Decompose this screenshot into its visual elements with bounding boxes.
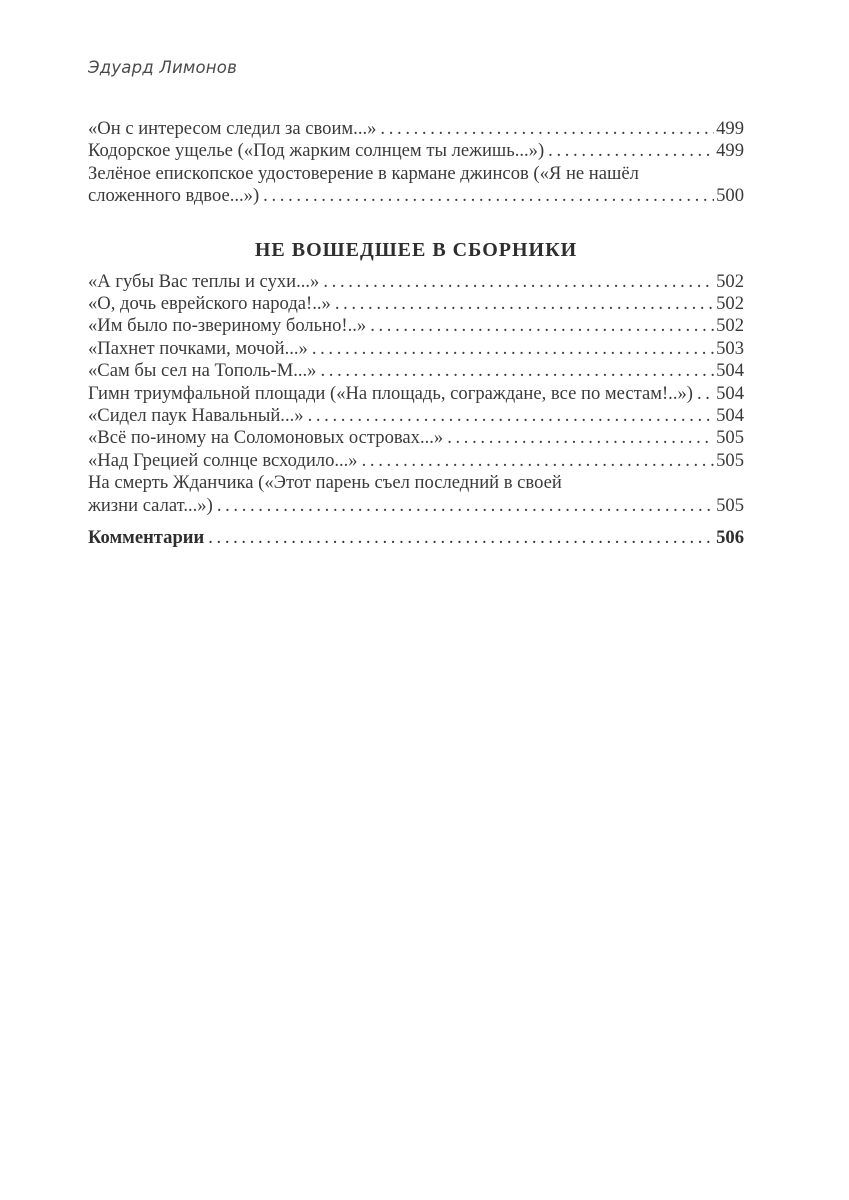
toc-page-number: 505	[716, 427, 744, 449]
toc-entry-text: Зелёное епископское удостоверение в кармане джинсов («Я не нашёл	[88, 162, 639, 184]
dot-leader	[208, 527, 714, 549]
toc-page-number: 506	[716, 527, 744, 549]
toc-entry-row	[88, 118, 744, 140]
toc-page-number: 503	[716, 337, 744, 359]
toc-entry-text: Комментарии	[88, 527, 205, 549]
toc-entry-text: «Пахнет почками, мочой...»	[88, 337, 308, 359]
toc-entry	[88, 271, 744, 293]
dot-leader	[380, 118, 714, 140]
toc-entry	[88, 163, 744, 208]
dot-leader	[308, 405, 715, 427]
dot-leader	[263, 185, 714, 207]
toc-entry	[88, 427, 744, 449]
running-header: Эдуард Лимонов	[88, 58, 238, 77]
toc-entry	[88, 472, 744, 517]
dot-leader	[217, 495, 714, 517]
toc-entry-row	[88, 360, 744, 382]
dot-leader	[312, 338, 714, 360]
toc-entry-row	[88, 140, 744, 162]
dot-leader	[362, 450, 715, 472]
dot-leader	[335, 293, 714, 315]
toc-entry	[88, 360, 744, 382]
toc-entry-text: «Сам бы сел на Тополь-М...»	[88, 360, 317, 382]
toc-page-number: 502	[716, 315, 744, 337]
toc-entry-row	[88, 427, 744, 449]
dot-leader	[323, 271, 714, 293]
toc-entry	[88, 450, 744, 472]
toc-entry	[88, 315, 744, 337]
toc-entry-text: сложенного вдвое...»)	[88, 185, 260, 207]
toc-entry-text: «Им было по-звериному больно!..»	[88, 315, 367, 337]
toc-entry-text: «О, дочь еврейского народа!..»	[88, 293, 331, 315]
toc-entry-row	[88, 450, 744, 472]
toc-entry-text: «А губы Вас теплы и сухи...»	[88, 270, 320, 292]
toc-entry-row	[88, 495, 744, 517]
dot-leader	[370, 315, 714, 337]
toc-entry-row	[88, 315, 744, 337]
toc-entry	[88, 527, 744, 549]
dot-leader	[548, 140, 714, 162]
toc-entry	[88, 405, 744, 427]
toc-entry-text: «Сидел паук Навальный...»	[88, 405, 304, 427]
toc-entry	[88, 383, 744, 405]
toc-entry	[88, 338, 744, 360]
toc-entry	[88, 293, 744, 315]
toc-entry-row	[88, 338, 744, 360]
toc-page-number: 505	[716, 494, 744, 516]
dot-leader	[447, 427, 714, 449]
toc-entry-row	[88, 383, 744, 405]
toc-entry-text: Кодорское ущелье («Под жарким солнцем ты лежишь...»)	[88, 140, 545, 162]
toc-page-number: 504	[716, 382, 744, 404]
toc-entry	[88, 140, 744, 162]
toc-entry-text: «Над Грецией солнце всходило...»	[88, 449, 358, 471]
toc-entry-row	[88, 271, 744, 293]
toc-page-number: 504	[716, 360, 744, 382]
toc-entry	[88, 118, 744, 140]
toc-entry-row	[88, 293, 744, 315]
toc-entry-row	[88, 185, 744, 207]
dot-leader	[697, 383, 714, 405]
toc-page-number: 502	[716, 270, 744, 292]
toc-entry-text: На смерть Жданчика («Этот парень съел последний в своей	[88, 472, 562, 494]
dot-leader	[320, 360, 714, 382]
toc-entry-row	[88, 527, 744, 549]
toc-page-number: 499	[716, 140, 744, 162]
toc-page-number: 502	[716, 293, 744, 315]
toc-entry-text: Гимн триумфальной площади («На площадь, сограждане, все по местам!..»)	[88, 382, 693, 404]
section-heading: НЕ ВОШЕДШЕЕ В СБОРНИКИ	[254, 238, 578, 261]
toc-page-number: 504	[716, 405, 744, 427]
toc-entry-text: жизни салат...»)	[88, 494, 213, 516]
toc-entry-row	[88, 405, 744, 427]
table-of-contents	[88, 118, 744, 550]
toc-page-number: 499	[716, 118, 744, 139]
toc-page-number: 500	[716, 185, 744, 207]
toc-page-number: 505	[716, 449, 744, 471]
toc-entry-text: «Он с интересом следил за своим...»	[88, 118, 377, 139]
toc-entry-text: «Всё по-иному на Соломоновых островах...»	[88, 427, 444, 449]
